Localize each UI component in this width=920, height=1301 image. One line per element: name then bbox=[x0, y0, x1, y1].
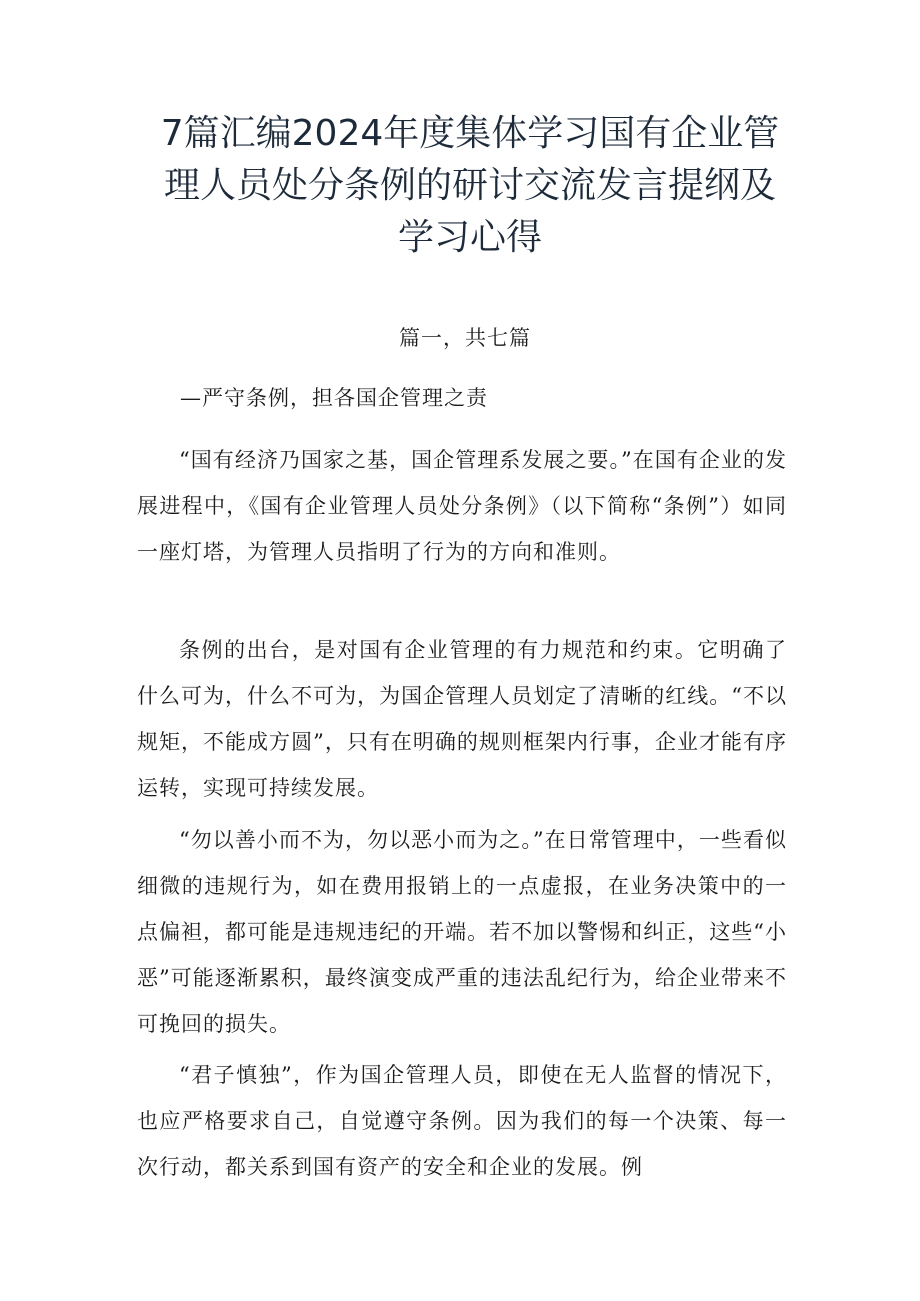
document-title: 7篇汇编2024年度集体学习国有企业管理人员处分条例的研讨交流发言提纲及学习心得 bbox=[160, 113, 780, 258]
paragraph: “国有经济乃国家之基，国企管理系发展之要。”在国有企业的发展进程中，《国有企业管理人员处分条例》（以下简称“条例”）如同一座灯塔，为管理人员指明了行为的方向和准则。 bbox=[137, 448, 787, 564]
paragraph: “勿以善小而不为，勿以恶小而为之。”在日常管理中，一些看似细微的违规行为，如在费用报销上的一点虚报，在业务决策中的一点偏袒，都可能是违规违纪的开端。若不加以警惕和纠正，这些“小恶”可能逐渐累积，最终演变成严重的违法乱纪行为，给企业带来不可挽回的损失。 bbox=[137, 828, 787, 1036]
paragraph: “君子慎独”，作为国企管理人员，即使在无人监督的情况下，也应严格要求自己，自觉遵守条例。因为我们的每一个决策、每一次行动，都关系到国有资产的安全和企业的发展。例 bbox=[137, 1063, 787, 1179]
paragraph: 条例的出台，是对国有企业管理的有力规范和约束。它明确了什么可为，什么不可为，为国企管理人员划定了清晰的红线。“不以规矩，不能成方圆”，只有在明确的规则框架内行事，企业才能有序运转，实现可持续发展。 bbox=[137, 638, 787, 800]
section-heading: —严守条例，担各国企管理之责 bbox=[180, 386, 488, 410]
section-label: 篇一，共七篇 bbox=[399, 326, 531, 350]
